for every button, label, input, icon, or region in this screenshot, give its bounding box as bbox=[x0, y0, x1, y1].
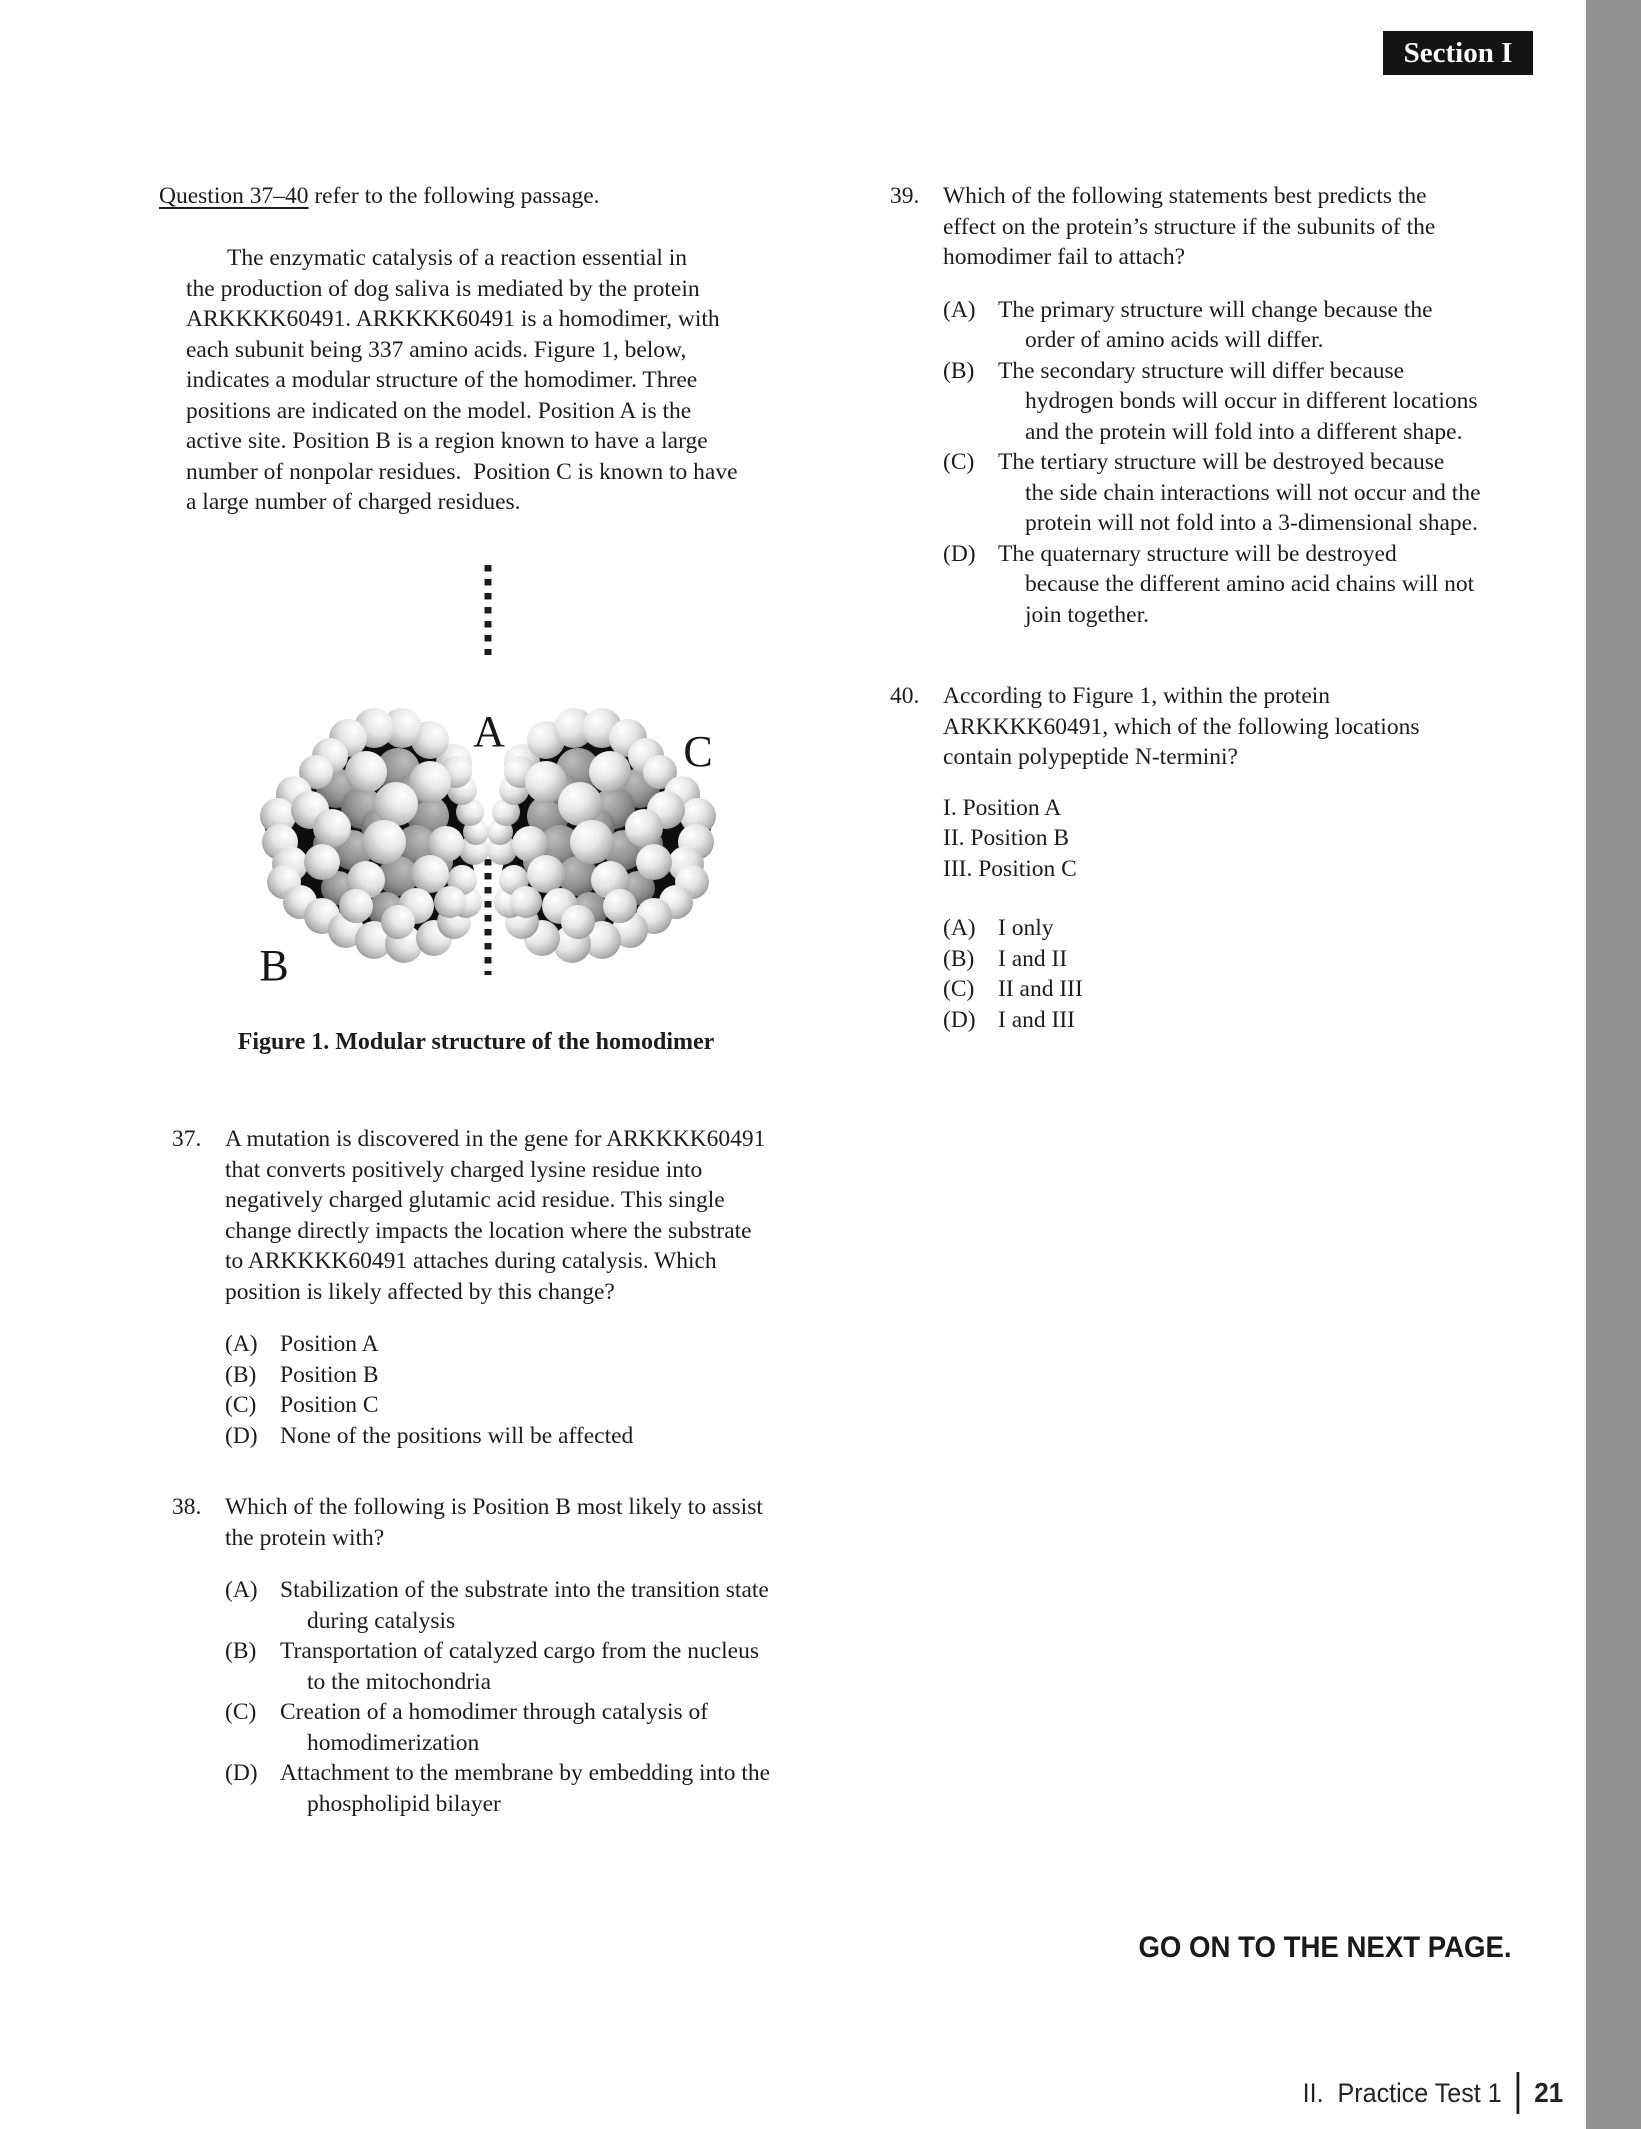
option-text bbox=[280, 1360, 812, 1391]
section-badge bbox=[1383, 31, 1533, 75]
text-line: a large number of charged residues. bbox=[186, 489, 521, 515]
text-line: I only bbox=[998, 915, 1054, 941]
answer-option bbox=[225, 1636, 812, 1697]
text-line: during catalysis bbox=[307, 1607, 456, 1634]
answer-option bbox=[225, 1421, 812, 1452]
text-line: II. Position B bbox=[943, 825, 1070, 851]
answer-option bbox=[943, 295, 1540, 356]
answer-options bbox=[225, 1329, 812, 1451]
text-line: None of the positions will be affected bbox=[280, 1422, 634, 1449]
text-line: homodimer fail to attach? bbox=[943, 244, 1186, 270]
homodimer-molecule-image bbox=[230, 550, 730, 990]
text-line: The secondary structure will differ because bbox=[998, 357, 1405, 384]
text-line: Position A bbox=[280, 1331, 379, 1357]
text-line: Stabilization of the substrate into the transition state bbox=[280, 1577, 769, 1603]
option-letter: (A) bbox=[943, 915, 976, 941]
option-letter: (D) bbox=[943, 1006, 976, 1033]
option-letter: (B) bbox=[943, 945, 975, 972]
answer-option bbox=[943, 1005, 1540, 1036]
answer-option bbox=[943, 974, 1540, 1005]
question-stem bbox=[225, 1492, 812, 1553]
text-line: The quaternary structure will be destroyed bbox=[998, 540, 1397, 567]
question-number: 39. bbox=[890, 183, 920, 209]
text-line: position is likely affected by this change? bbox=[225, 1278, 615, 1305]
answer-options bbox=[943, 913, 1540, 1035]
figure-label-a: A bbox=[473, 707, 505, 756]
answer-option bbox=[943, 944, 1540, 975]
option-text bbox=[998, 974, 1540, 1005]
text-line: Transportation of catalyzed cargo from the nucleus bbox=[280, 1638, 759, 1664]
option-text bbox=[998, 913, 1540, 944]
text-line: homodimerization bbox=[307, 1729, 480, 1756]
text-line: number of nonpolar residues. Position C is known to have bbox=[186, 458, 738, 485]
question-37 bbox=[172, 1124, 812, 1451]
page-edge-band bbox=[1586, 0, 1641, 2129]
text-line: According to Figure 1, within the protein bbox=[943, 683, 1331, 709]
answer-option bbox=[225, 1758, 812, 1819]
go-on-instruction: GO ON TO THE NEXT PAGE. bbox=[1138, 1931, 1512, 1964]
text-line: and the protein will fold into a different shape. bbox=[1025, 418, 1463, 445]
answer-options bbox=[943, 295, 1540, 631]
text-line: the production of dog saliva is mediated by the protein bbox=[186, 275, 700, 302]
text-line: A mutation is discovered in the gene for ARKKKK60491 bbox=[225, 1126, 766, 1152]
option-letter: (D) bbox=[943, 540, 976, 567]
text-line: effect on the protein’s structure if the subunits of the bbox=[943, 213, 1436, 240]
section-badge-label: Section I bbox=[1403, 36, 1513, 69]
text-line: Attachment to the membrane by embedding into the bbox=[280, 1760, 771, 1786]
option-letter: (B) bbox=[225, 1638, 257, 1664]
text-line: ARKKKK60491, which of the following locations bbox=[943, 713, 1420, 740]
text-line: I and III bbox=[998, 1006, 1075, 1033]
question-stem bbox=[943, 681, 1540, 773]
option-letter: (A) bbox=[225, 1577, 258, 1603]
text-line: contain polypeptide N-termini? bbox=[943, 744, 1238, 770]
text-line: The primary structure will change because the bbox=[998, 296, 1433, 323]
answer-option bbox=[943, 539, 1540, 631]
text-line: ARKKKK60491. ARKKKK60491 is a homodimer, with bbox=[186, 306, 720, 332]
text-line: to the mitochondria bbox=[307, 1668, 492, 1695]
question-number: 40. bbox=[890, 683, 920, 709]
text-line: The tertiary structure will be destroyed because bbox=[998, 449, 1445, 475]
question-stem bbox=[225, 1124, 812, 1307]
option-text bbox=[998, 356, 1540, 448]
passage-heading bbox=[159, 183, 600, 210]
option-letter: (D) bbox=[225, 1422, 258, 1449]
option-letter: (B) bbox=[943, 357, 975, 384]
text-line: to ARKKKK60491 attaches during catalysis. Which bbox=[225, 1248, 717, 1274]
text-line: Position B bbox=[280, 1361, 379, 1388]
option-letter: (A) bbox=[943, 296, 976, 323]
text-line: I and II bbox=[998, 945, 1068, 972]
option-letter: (D) bbox=[225, 1760, 258, 1786]
option-letter: (C) bbox=[943, 976, 975, 1002]
text-line: order of amino acids will differ. bbox=[1025, 327, 1324, 353]
option-letter: (C) bbox=[943, 449, 975, 475]
answer-options bbox=[225, 1575, 812, 1819]
answer-option bbox=[225, 1360, 812, 1391]
option-text bbox=[998, 539, 1540, 631]
page-number: 21 bbox=[1534, 2077, 1563, 2108]
text-line: join together. bbox=[1025, 601, 1150, 628]
text-line: because the different amino acid chains will not bbox=[1025, 571, 1475, 597]
footer-section-label: II. Practice Test 1 bbox=[1302, 2077, 1502, 2108]
text-line: active site. Position B is a region known to have a large bbox=[186, 428, 708, 454]
molecule-left-lobe bbox=[260, 708, 489, 963]
footer-divider bbox=[1516, 2072, 1519, 2114]
text-line: change directly impacts the location where the substrate bbox=[225, 1217, 752, 1244]
text-line: II and III bbox=[998, 976, 1083, 1002]
question-number: 37. bbox=[172, 1126, 202, 1152]
text-line: indicates a modular structure of the homodimer. Three bbox=[186, 367, 698, 393]
text-line: Which of the following statements best predicts the bbox=[943, 183, 1427, 209]
text-line: positions are indicated on the model. Position A is the bbox=[186, 397, 692, 424]
answer-option bbox=[943, 447, 1540, 539]
molecule-right-lobe bbox=[487, 708, 716, 963]
option-letter: (C) bbox=[225, 1699, 257, 1725]
option-text bbox=[280, 1390, 812, 1421]
text-line: Position C bbox=[280, 1392, 379, 1418]
option-text bbox=[280, 1758, 812, 1819]
text-line: The enzymatic catalysis of a reaction essential in bbox=[227, 245, 688, 271]
question-40 bbox=[890, 681, 1540, 1035]
answer-option bbox=[225, 1390, 812, 1421]
question-range-label: Question 37–40 bbox=[159, 183, 309, 209]
option-text bbox=[280, 1421, 812, 1452]
figure-caption: Figure 1. Modular structure of the homodimer bbox=[237, 1029, 715, 1055]
figure-label-b: B bbox=[259, 941, 289, 990]
option-letter: (C) bbox=[225, 1392, 257, 1418]
question-39 bbox=[890, 181, 1540, 630]
question-number: 38. bbox=[172, 1494, 202, 1520]
passage-text bbox=[186, 243, 786, 518]
option-text bbox=[998, 1005, 1540, 1036]
answer-option bbox=[225, 1329, 812, 1360]
question-stem bbox=[943, 181, 1540, 273]
text-line: I. Position A bbox=[943, 794, 1062, 821]
text-line: each subunit being 337 amino acids. Figure 1, below, bbox=[186, 336, 687, 363]
option-text bbox=[280, 1636, 812, 1697]
figure-1 bbox=[230, 550, 730, 990]
answer-option bbox=[943, 356, 1540, 448]
question-38 bbox=[172, 1492, 812, 1819]
text-line: that converts positively charged lysine residue into bbox=[225, 1156, 703, 1183]
figure-label-c: C bbox=[683, 727, 713, 776]
option-text bbox=[280, 1575, 812, 1636]
option-letter: (B) bbox=[225, 1361, 257, 1388]
page-footer bbox=[1302, 2070, 1563, 2116]
text-line: hydrogen bonds will occur in different locations bbox=[1025, 388, 1478, 414]
passage-heading-rest: refer to the following passage. bbox=[308, 183, 600, 209]
option-text bbox=[998, 944, 1540, 975]
option-letter: (A) bbox=[225, 1331, 258, 1357]
text-line: negatively charged glutamic acid residue. This single bbox=[225, 1187, 725, 1213]
answer-option bbox=[225, 1575, 812, 1636]
text-line: phospholipid bilayer bbox=[307, 1790, 501, 1817]
text-line: Which of the following is Position B most likely to assist bbox=[225, 1494, 763, 1520]
text-line: the protein with? bbox=[225, 1524, 385, 1551]
option-text bbox=[998, 295, 1540, 356]
text-line: protein will not fold into a 3-dimensional shape. bbox=[1025, 510, 1478, 536]
answer-option bbox=[225, 1697, 812, 1758]
option-text bbox=[998, 447, 1540, 539]
roman-numeral-list bbox=[943, 793, 1540, 885]
option-text bbox=[280, 1697, 812, 1758]
text-line: Creation of a homodimer through catalysis of bbox=[280, 1699, 709, 1725]
answer-option bbox=[943, 913, 1540, 944]
text-line: the side chain interactions will not occur and the bbox=[1025, 479, 1481, 506]
text-line: III. Position C bbox=[943, 855, 1077, 882]
option-text bbox=[280, 1329, 812, 1360]
